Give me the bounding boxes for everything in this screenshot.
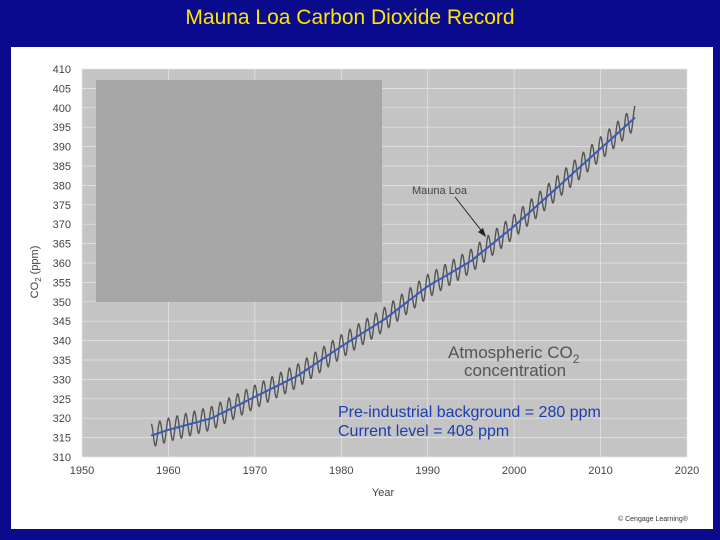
- y-axis-ticks: [53, 64, 71, 464]
- annotation-label: Mauna Loa: [412, 185, 468, 197]
- y-tick-label: 320: [52, 413, 71, 426]
- credit-text: © Cengage Learning®: [618, 516, 688, 523]
- x-tick-label: 1990: [415, 465, 440, 477]
- concentration-label-line1: Atmospheric $CO_2$: [448, 343, 580, 366]
- y-tick-label: 360: [52, 258, 71, 270]
- y-tick-label: 310: [52, 452, 71, 464]
- x-tick-label: 1950: [69, 465, 95, 477]
- y-axis-label: $CO_2$ (ppm): [29, 245, 43, 299]
- overlay-line-2: Current level = 408 ppm: [338, 423, 510, 440]
- y-tick-label: 390: [52, 141, 71, 154]
- y-tick-label: 380: [52, 180, 71, 193]
- y-tick-label: 315: [52, 432, 71, 445]
- x-tick-label: 2020: [674, 465, 700, 477]
- x-axis-label: Year: [371, 487, 395, 499]
- inset-box: [96, 80, 382, 302]
- x-tick-label: 1980: [329, 465, 354, 477]
- y-tick-label: 350: [52, 296, 71, 309]
- y-tick-label: 395: [52, 122, 71, 135]
- concentration-label-line2: concentration: [464, 361, 567, 380]
- y-tick-label: 345: [52, 316, 71, 329]
- x-tick-label: 2010: [588, 465, 613, 477]
- y-tick-label: 375: [52, 199, 71, 212]
- x-tick-label: 1960: [156, 465, 181, 477]
- y-tick-label: 410: [52, 64, 71, 76]
- overlay-line-1: Pre-industrial background = 280 ppm: [338, 404, 601, 421]
- x-tick-label: 2000: [501, 465, 527, 477]
- y-tick-label: 385: [52, 161, 71, 173]
- x-tick-label: 1970: [242, 465, 268, 477]
- y-tick-label: 355: [52, 277, 71, 290]
- y-tick-label: 365: [52, 238, 71, 251]
- y-tick-label: 400: [52, 102, 71, 115]
- y-tick-label: 330: [52, 374, 71, 387]
- y-tick-label: 370: [52, 219, 71, 232]
- x-axis-ticks: [70, 465, 699, 477]
- y-tick-label: 405: [52, 83, 71, 96]
- overlay-text: [338, 403, 601, 441]
- slide-title: Mauna Loa Carbon Dioxide Record: [185, 6, 515, 29]
- y-tick-label: 340: [52, 335, 71, 348]
- y-tick-label: 325: [52, 393, 71, 406]
- y-tick-label: 335: [52, 355, 71, 367]
